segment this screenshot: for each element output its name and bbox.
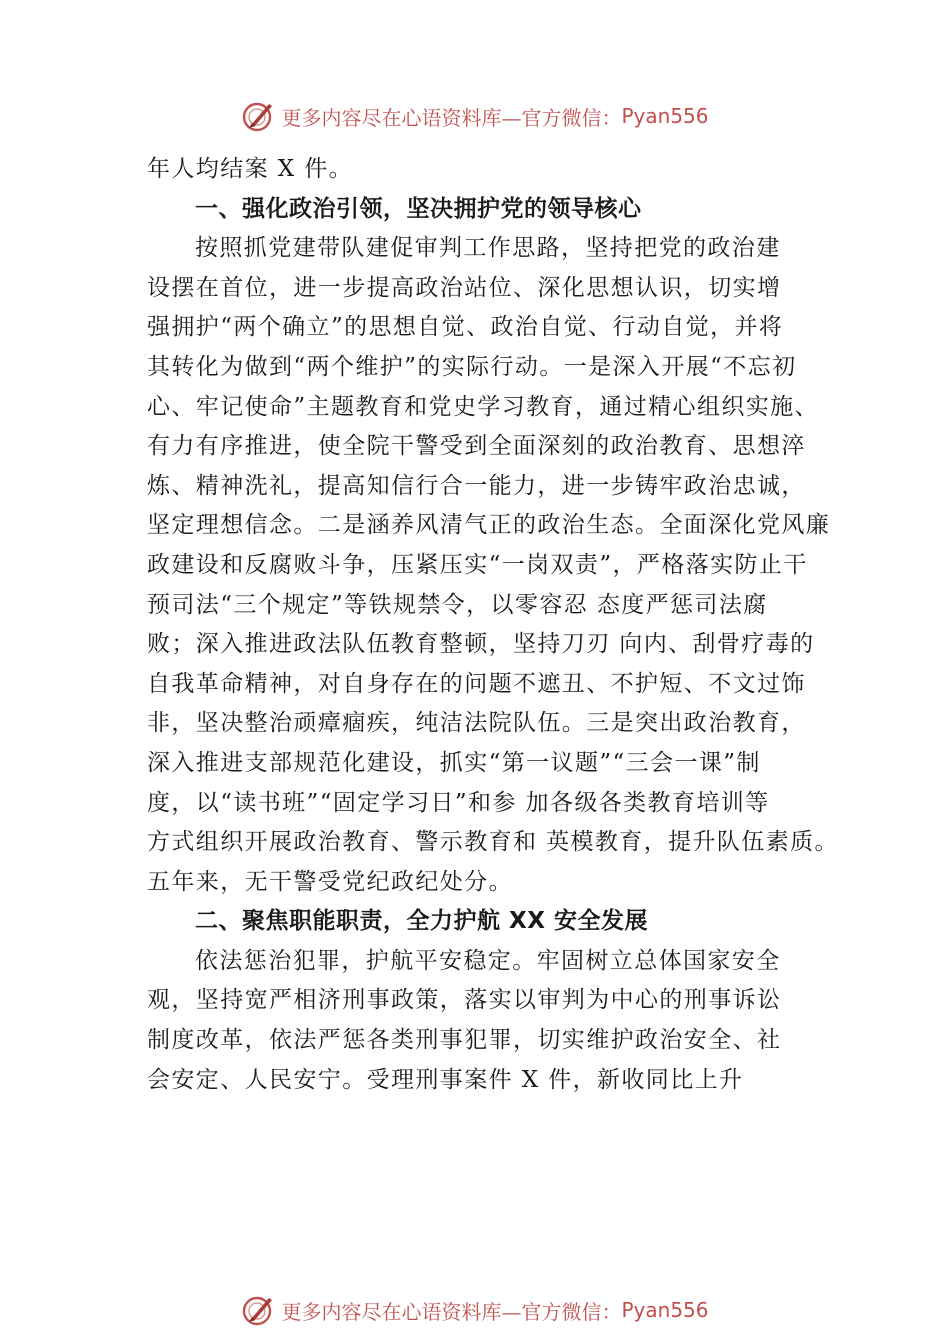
text-line: 五年来，无干警受党纪政纪处分。	[147, 868, 513, 895]
text-line: 会安定、人民安宁。受理刑事案件 X 件，新收同比上升	[147, 1066, 744, 1093]
footer-watermark	[0, 1290, 950, 1330]
watermark-wechat-id: Pyan556	[621, 104, 709, 128]
text-line: 观，坚持宽严相济刑事政策，落实以审判为中心的刑事诉讼	[147, 987, 782, 1014]
text-line: 政建设和反腐败斗争，压紧压实“一岗双责”，严格落实防止干	[147, 551, 808, 578]
text-line: 设摆在首位，进一步提高政治站位、深化思想认识，切实增	[147, 274, 782, 301]
text-line: 深入推进支部规范化建设，抓实“第一议题”“三会一课”制	[147, 749, 761, 776]
text-line: 心、牢记使命”主题教育和党史学习教育，通过精心组织实施、	[147, 393, 819, 420]
text-line: 预司法“三个规定”等铁规禁令，以零容忍 态度严惩司法腐	[147, 591, 768, 618]
brush-logo-icon	[241, 99, 275, 133]
text-line: 年人均结案 X 件。	[147, 156, 353, 182]
text-line: 非，坚决整治顽瘴痼疾，纯洁法院队伍。三是突出政治教育，	[147, 710, 806, 737]
text-line: 按照抓党建带队建促审判工作思路，坚持把党的政治建	[195, 235, 781, 262]
header-watermark	[0, 96, 950, 136]
text-line: 方式组织开展政治教育、警示教育和 英模教育，提升队伍素质。	[147, 829, 839, 856]
watermark-text: 更多内容尽在心语资料库—官方微信：	[281, 1299, 622, 1324]
text-line: 制度改革，依法严惩各类刑事犯罪，切实维护政治安全、社	[147, 1027, 782, 1054]
section-heading-2: 二、聚焦职能职责，全力护航 XX 安全发展	[195, 908, 648, 935]
section-heading-1: 一、强化政治引领，坚决拥护党的领导核心	[195, 195, 642, 222]
text-line: 依法惩治犯罪，护航平安稳定。牢固树立总体国家安全	[195, 947, 781, 974]
watermark-wechat-id: Pyan556	[621, 1298, 709, 1322]
text-line: 败；深入推进政法队伍教育整顿，坚持刀刃 向内、刮骨疗毒的	[147, 631, 815, 658]
text-line: 其转化为做到“两个维护”的实际行动。一是深入开展“不忘初	[147, 353, 797, 380]
text-line: 有力有序推进，使全院干警受到全面深刻的政治教育、思想淬	[147, 433, 806, 460]
brush-logo-icon	[241, 1293, 275, 1327]
text-line: 坚定理想信念。二是涵养风清气正的政治生态。全面深化党风廉	[147, 512, 831, 539]
text-line: 强拥护“两个确立”的思想自觉、政治自觉、行动自觉，并将	[147, 314, 784, 341]
text-line: 炼、精神洗礼，提高知信行合一能力，进一步铸牢政治忠诚，	[147, 472, 806, 499]
watermark-text: 更多内容尽在心语资料库—官方微信：	[281, 105, 622, 130]
text-line: 自我革命精神，对自身存在的问题不遮丑、不护短、不文过饰	[147, 670, 806, 697]
document-body	[147, 150, 867, 1100]
text-line: 度，以“读书班”“固定学习日”和参 加各级各类教育培训等	[147, 789, 770, 816]
